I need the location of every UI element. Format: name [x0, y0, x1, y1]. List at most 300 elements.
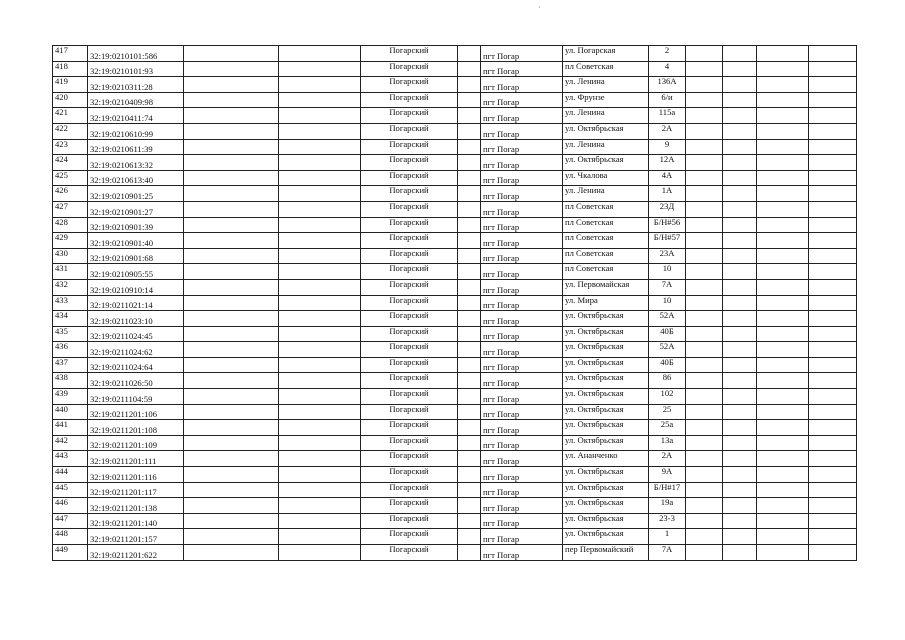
house-number-cell: 2А	[649, 123, 686, 139]
empty-cell	[723, 311, 757, 327]
empty-cell	[458, 404, 481, 420]
empty-cell	[184, 233, 279, 249]
empty-cell	[184, 357, 279, 373]
settlement-cell: пгт Погар	[481, 342, 563, 358]
empty-cell	[686, 451, 723, 467]
empty-cell	[279, 357, 361, 373]
house-number-cell: 2А	[649, 451, 686, 467]
street-cell: ул. Октябрьская	[563, 311, 649, 327]
empty-cell	[757, 233, 809, 249]
street-cell: ул. Октябрьская	[563, 513, 649, 529]
table-row	[53, 435, 857, 451]
empty-cell	[458, 529, 481, 545]
district-cell: Погарский	[361, 170, 458, 186]
cadastral-number-cell: 32:19:0210901:25	[88, 186, 184, 202]
street-cell: ул. Октябрьская	[563, 357, 649, 373]
empty-cell	[757, 529, 809, 545]
empty-cell	[809, 404, 857, 420]
empty-cell	[686, 295, 723, 311]
page-dot-mark: ·	[538, 3, 541, 12]
empty-cell	[279, 279, 361, 295]
settlement-cell: пгт Погар	[481, 123, 563, 139]
house-number-cell: 10	[649, 264, 686, 280]
settlement-cell: пгт Погар	[481, 513, 563, 529]
empty-cell	[686, 357, 723, 373]
empty-cell	[686, 201, 723, 217]
empty-cell	[723, 279, 757, 295]
house-number-cell: Б/Н#56	[649, 217, 686, 233]
house-number-cell: 4	[649, 61, 686, 77]
settlement-cell: пгт Погар	[481, 295, 563, 311]
empty-cell	[757, 326, 809, 342]
empty-cell	[757, 451, 809, 467]
cadastral-number-cell: 32:19:0210901:39	[88, 217, 184, 233]
empty-cell	[686, 513, 723, 529]
empty-cell	[757, 61, 809, 77]
row-number-cell: 417	[53, 46, 88, 62]
empty-cell	[809, 357, 857, 373]
empty-cell	[279, 264, 361, 280]
settlement-cell: пгт Погар	[481, 326, 563, 342]
empty-cell	[809, 420, 857, 436]
empty-cell	[686, 61, 723, 77]
district-cell: Погарский	[361, 420, 458, 436]
cadastral-number-cell: 32:19:0211024:64	[88, 357, 184, 373]
settlement-cell: пгт Погар	[481, 404, 563, 420]
table-row	[53, 279, 857, 295]
street-cell: ул. Октябрьская	[563, 467, 649, 483]
table-row	[53, 248, 857, 264]
empty-cell	[184, 373, 279, 389]
cadastral-number-cell: 32:19:0210311:28	[88, 77, 184, 93]
row-number-cell: 430	[53, 248, 88, 264]
district-cell: Погарский	[361, 435, 458, 451]
row-number-cell: 442	[53, 435, 88, 451]
row-number-cell: 445	[53, 482, 88, 498]
street-cell: ул. Октябрьская	[563, 435, 649, 451]
empty-cell	[458, 61, 481, 77]
row-number-cell: 444	[53, 467, 88, 483]
row-number-cell: 423	[53, 139, 88, 155]
empty-cell	[809, 123, 857, 139]
settlement-cell: пгт Погар	[481, 264, 563, 280]
empty-cell	[458, 77, 481, 93]
empty-cell	[458, 46, 481, 62]
table-row	[53, 139, 857, 155]
empty-cell	[809, 513, 857, 529]
table-row	[53, 451, 857, 467]
settlement-cell: пгт Погар	[481, 311, 563, 327]
street-cell: пл Советская	[563, 233, 649, 249]
empty-cell	[723, 482, 757, 498]
empty-cell	[184, 201, 279, 217]
row-number-cell: 418	[53, 61, 88, 77]
empty-cell	[723, 498, 757, 514]
empty-cell	[723, 326, 757, 342]
table-row	[53, 170, 857, 186]
empty-cell	[809, 77, 857, 93]
district-cell: Погарский	[361, 248, 458, 264]
district-cell: Погарский	[361, 513, 458, 529]
cadastral-number-cell: 32:19:0210101:93	[88, 61, 184, 77]
empty-cell	[458, 233, 481, 249]
empty-cell	[184, 545, 279, 561]
empty-cell	[458, 201, 481, 217]
cadastral-number-cell: 32:19:0210905:55	[88, 264, 184, 280]
cadastral-number-cell: 32:19:0210901:68	[88, 248, 184, 264]
cadastral-number-cell: 32:19:0211023:10	[88, 311, 184, 327]
empty-cell	[757, 467, 809, 483]
table-row	[53, 123, 857, 139]
settlement-cell: пгт Погар	[481, 357, 563, 373]
district-cell: Погарский	[361, 404, 458, 420]
empty-cell	[723, 357, 757, 373]
house-number-cell: 40Б	[649, 357, 686, 373]
empty-cell	[723, 248, 757, 264]
empty-cell	[279, 482, 361, 498]
empty-cell	[809, 92, 857, 108]
empty-cell	[184, 123, 279, 139]
empty-cell	[458, 467, 481, 483]
house-number-cell: 19а	[649, 498, 686, 514]
empty-cell	[723, 155, 757, 171]
empty-cell	[723, 342, 757, 358]
empty-cell	[723, 123, 757, 139]
district-cell: Погарский	[361, 545, 458, 561]
empty-cell	[184, 77, 279, 93]
street-cell: ул. Октябрьская	[563, 155, 649, 171]
settlement-cell: пгт Погар	[481, 61, 563, 77]
settlement-cell: пгт Погар	[481, 201, 563, 217]
empty-cell	[458, 545, 481, 561]
settlement-cell: пгт Погар	[481, 77, 563, 93]
settlement-cell: пгт Погар	[481, 170, 563, 186]
table-row	[53, 233, 857, 249]
cadastral-number-cell: 32:19:0210409:98	[88, 92, 184, 108]
row-number-cell: 422	[53, 123, 88, 139]
empty-cell	[458, 311, 481, 327]
street-cell: пл Советская	[563, 217, 649, 233]
empty-cell	[279, 342, 361, 358]
empty-cell	[184, 420, 279, 436]
house-number-cell: 52А	[649, 342, 686, 358]
table-row	[53, 186, 857, 202]
cadastral-number-cell: 32:19:0211201:108	[88, 420, 184, 436]
empty-cell	[279, 123, 361, 139]
cadastral-number-cell: 32:19:0211201:109	[88, 435, 184, 451]
empty-cell	[723, 295, 757, 311]
row-number-cell: 426	[53, 186, 88, 202]
empty-cell	[809, 326, 857, 342]
empty-cell	[184, 108, 279, 124]
settlement-cell: пгт Погар	[481, 186, 563, 202]
row-number-cell: 433	[53, 295, 88, 311]
house-number-cell: 52А	[649, 311, 686, 327]
house-number-cell: 40Б	[649, 326, 686, 342]
empty-cell	[723, 108, 757, 124]
empty-cell	[723, 233, 757, 249]
empty-cell	[686, 155, 723, 171]
empty-cell	[757, 545, 809, 561]
district-cell: Погарский	[361, 186, 458, 202]
empty-cell	[279, 108, 361, 124]
empty-cell	[279, 420, 361, 436]
empty-cell	[184, 467, 279, 483]
row-number-cell: 439	[53, 389, 88, 405]
empty-cell	[279, 513, 361, 529]
empty-cell	[757, 108, 809, 124]
house-number-cell: 12А	[649, 155, 686, 171]
register-rows	[53, 46, 857, 561]
empty-cell	[686, 545, 723, 561]
house-number-cell: 23А	[649, 248, 686, 264]
empty-cell	[723, 389, 757, 405]
empty-cell	[184, 451, 279, 467]
empty-cell	[458, 513, 481, 529]
table-row	[53, 46, 857, 62]
row-number-cell: 425	[53, 170, 88, 186]
row-number-cell: 443	[53, 451, 88, 467]
empty-cell	[686, 342, 723, 358]
empty-cell	[809, 46, 857, 62]
empty-cell	[757, 513, 809, 529]
empty-cell	[184, 264, 279, 280]
district-cell: Погарский	[361, 326, 458, 342]
empty-cell	[686, 311, 723, 327]
empty-cell	[686, 420, 723, 436]
empty-cell	[757, 404, 809, 420]
empty-cell	[757, 498, 809, 514]
empty-cell	[686, 217, 723, 233]
empty-cell	[184, 326, 279, 342]
house-number-cell: 2	[649, 46, 686, 62]
empty-cell	[458, 389, 481, 405]
empty-cell	[184, 217, 279, 233]
table-row	[53, 389, 857, 405]
district-cell: Погарский	[361, 295, 458, 311]
cadastral-number-cell: 32:19:0211201:106	[88, 404, 184, 420]
empty-cell	[809, 61, 857, 77]
empty-cell	[723, 529, 757, 545]
empty-cell	[686, 482, 723, 498]
table-row	[53, 326, 857, 342]
empty-cell	[809, 217, 857, 233]
table-row	[53, 482, 857, 498]
empty-cell	[184, 139, 279, 155]
empty-cell	[757, 295, 809, 311]
table-row	[53, 404, 857, 420]
street-cell: ул. Ленина	[563, 186, 649, 202]
district-cell: Погарский	[361, 264, 458, 280]
empty-cell	[723, 513, 757, 529]
house-number-cell: 7А	[649, 279, 686, 295]
row-number-cell: 420	[53, 92, 88, 108]
empty-cell	[757, 389, 809, 405]
empty-cell	[279, 404, 361, 420]
empty-cell	[458, 139, 481, 155]
empty-cell	[184, 46, 279, 62]
row-number-cell: 448	[53, 529, 88, 545]
district-cell: Погарский	[361, 529, 458, 545]
empty-cell	[686, 404, 723, 420]
empty-cell	[279, 295, 361, 311]
house-number-cell: Б/Н#57	[649, 233, 686, 249]
empty-cell	[757, 92, 809, 108]
cadastral-number-cell: 32:19:0210610:99	[88, 123, 184, 139]
settlement-cell: пгт Погар	[481, 217, 563, 233]
empty-cell	[723, 451, 757, 467]
empty-cell	[458, 498, 481, 514]
empty-cell	[809, 451, 857, 467]
row-number-cell: 424	[53, 155, 88, 171]
empty-cell	[279, 498, 361, 514]
cadastral-number-cell: 32:19:0210910:14	[88, 279, 184, 295]
cadastral-number-cell: 32:19:0211201:116	[88, 467, 184, 483]
street-cell: ул. Ленина	[563, 139, 649, 155]
empty-cell	[757, 248, 809, 264]
street-cell: ул. Октябрьская	[563, 123, 649, 139]
table-row	[53, 420, 857, 436]
street-cell: ул. Ленина	[563, 108, 649, 124]
street-cell: ул. Чкалова	[563, 170, 649, 186]
house-number-cell: Б/Н#17	[649, 482, 686, 498]
empty-cell	[458, 279, 481, 295]
empty-cell	[686, 279, 723, 295]
empty-cell	[458, 186, 481, 202]
house-number-cell: 4А	[649, 170, 686, 186]
empty-cell	[809, 389, 857, 405]
row-number-cell: 427	[53, 201, 88, 217]
street-cell: ул. Октябрьская	[563, 498, 649, 514]
empty-cell	[723, 404, 757, 420]
empty-cell	[184, 170, 279, 186]
empty-cell	[757, 155, 809, 171]
empty-cell	[184, 342, 279, 358]
street-cell: ул. Октябрьская	[563, 389, 649, 405]
house-number-cell: 25а	[649, 420, 686, 436]
cadastral-number-cell: 32:19:0211021:14	[88, 295, 184, 311]
empty-cell	[686, 529, 723, 545]
house-number-cell: 115а	[649, 108, 686, 124]
empty-cell	[184, 248, 279, 264]
street-cell: пл Советская	[563, 264, 649, 280]
empty-cell	[184, 482, 279, 498]
settlement-cell: пгт Погар	[481, 482, 563, 498]
house-number-cell: 9	[649, 139, 686, 155]
empty-cell	[458, 248, 481, 264]
empty-cell	[184, 92, 279, 108]
settlement-cell: пгт Погар	[481, 451, 563, 467]
empty-cell	[458, 451, 481, 467]
empty-cell	[279, 170, 361, 186]
empty-cell	[757, 77, 809, 93]
empty-cell	[723, 435, 757, 451]
empty-cell	[723, 545, 757, 561]
table-row	[53, 311, 857, 327]
cadastral-number-cell: 32:19:0210611:39	[88, 139, 184, 155]
empty-cell	[686, 498, 723, 514]
settlement-cell: пгт Погар	[481, 248, 563, 264]
district-cell: Погарский	[361, 46, 458, 62]
settlement-cell: пгт Погар	[481, 529, 563, 545]
district-cell: Погарский	[361, 498, 458, 514]
empty-cell	[809, 279, 857, 295]
table-row	[53, 77, 857, 93]
empty-cell	[279, 248, 361, 264]
empty-cell	[809, 186, 857, 202]
empty-cell	[809, 108, 857, 124]
table-row	[53, 545, 857, 561]
empty-cell	[809, 467, 857, 483]
table-row	[53, 201, 857, 217]
empty-cell	[686, 264, 723, 280]
row-number-cell: 438	[53, 373, 88, 389]
empty-cell	[458, 264, 481, 280]
empty-cell	[686, 233, 723, 249]
empty-cell	[458, 373, 481, 389]
house-number-cell: 1	[649, 529, 686, 545]
house-number-cell: 23-3	[649, 513, 686, 529]
district-cell: Погарский	[361, 342, 458, 358]
row-number-cell: 446	[53, 498, 88, 514]
settlement-cell: пгт Погар	[481, 139, 563, 155]
empty-cell	[757, 170, 809, 186]
empty-cell	[184, 311, 279, 327]
empty-cell	[279, 139, 361, 155]
empty-cell	[757, 264, 809, 280]
row-number-cell: 449	[53, 545, 88, 561]
empty-cell	[723, 92, 757, 108]
district-cell: Погарский	[361, 451, 458, 467]
empty-cell	[279, 61, 361, 77]
row-number-cell: 434	[53, 311, 88, 327]
empty-cell	[279, 92, 361, 108]
row-number-cell: 432	[53, 279, 88, 295]
house-number-cell: 25	[649, 404, 686, 420]
cadastral-number-cell: 32:19:0211201:117	[88, 482, 184, 498]
house-number-cell: 10	[649, 295, 686, 311]
settlement-cell: пгт Погар	[481, 279, 563, 295]
empty-cell	[757, 46, 809, 62]
empty-cell	[458, 326, 481, 342]
empty-cell	[184, 435, 279, 451]
street-cell: ул. Октябрьская	[563, 529, 649, 545]
street-cell: ул. Ананченко	[563, 451, 649, 467]
empty-cell	[757, 342, 809, 358]
empty-cell	[686, 46, 723, 62]
row-number-cell: 447	[53, 513, 88, 529]
cadastral-number-cell: 32:19:0210101:586	[88, 46, 184, 62]
empty-cell	[723, 373, 757, 389]
empty-cell	[809, 482, 857, 498]
empty-cell	[723, 467, 757, 483]
empty-cell	[757, 373, 809, 389]
table-row	[53, 61, 857, 77]
empty-cell	[723, 264, 757, 280]
table-row	[53, 467, 857, 483]
table-row	[53, 295, 857, 311]
empty-cell	[757, 279, 809, 295]
empty-cell	[809, 139, 857, 155]
settlement-cell: пгт Погар	[481, 373, 563, 389]
empty-cell	[686, 373, 723, 389]
street-cell: ул. Первомайская	[563, 279, 649, 295]
empty-cell	[809, 170, 857, 186]
table-row	[53, 373, 857, 389]
empty-cell	[279, 467, 361, 483]
empty-cell	[757, 311, 809, 327]
empty-cell	[458, 217, 481, 233]
